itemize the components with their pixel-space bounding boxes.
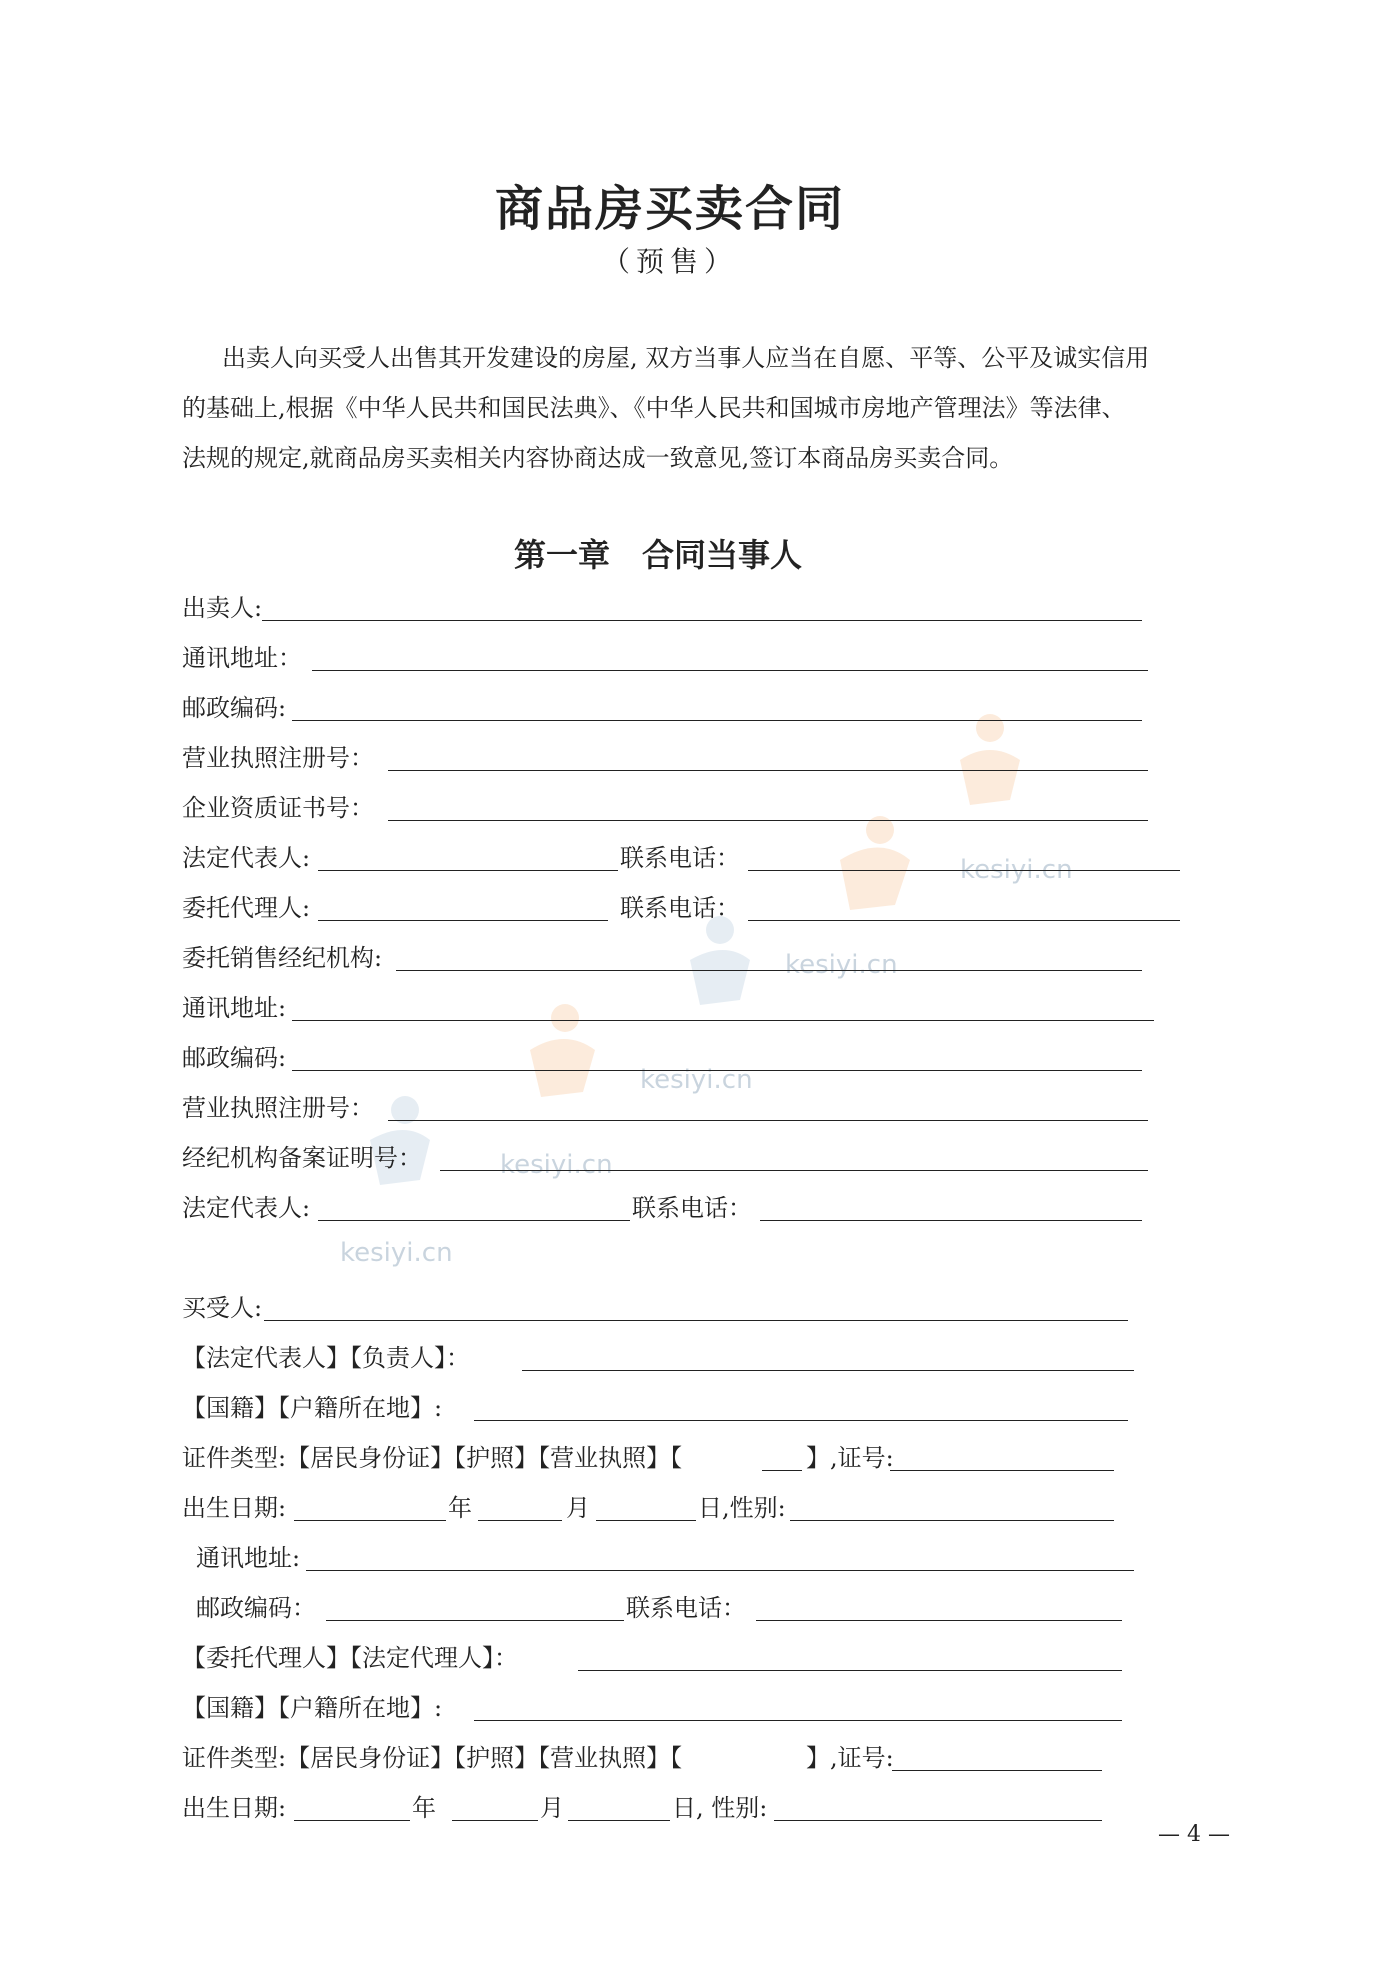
seller-agent-field[interactable] <box>318 920 608 921</box>
buyer-label: 买受人: <box>182 1294 263 1322</box>
preamble-line-2: 的基础上,根据《中华人民共和国民法典》、《中华人民共和国城市房地产管理法》等法律、 <box>182 394 1126 422</box>
seller-legal-rep-label: 法定代表人: <box>182 844 311 872</box>
buyer-phone-label: 联系电话： <box>626 1594 746 1622</box>
agency-field[interactable] <box>396 970 1142 971</box>
seller-agent-phone-label: 联系电话： <box>620 894 740 922</box>
seller-legal-rep-field[interactable] <box>318 870 618 871</box>
buyer-agent-nationality-label: 【国籍】【户籍所在地】: <box>182 1694 443 1722</box>
buyer-birth-year-field[interactable] <box>294 1520 446 1521</box>
agency-postcode-field[interactable] <box>292 1070 1142 1071</box>
agency-license-label: 营业执照注册号： <box>182 1094 374 1122</box>
buyer-rep-field[interactable] <box>522 1370 1134 1371</box>
watermark-text-5: kesiyi.cn <box>340 1238 453 1268</box>
buyer-address-field[interactable] <box>306 1570 1134 1571</box>
watermark-text-3: kesiyi.cn <box>640 1065 753 1095</box>
buyer-agent-year-label: 年 <box>412 1794 436 1822</box>
seller-agent-label: 委托代理人: <box>182 894 311 922</box>
buyer-agent-label: 【委托代理人】【法定代理人】： <box>182 1644 518 1672</box>
watermark-text-1: kesiyi.cn <box>960 855 1073 885</box>
seller-license-label: 营业执照注册号： <box>182 744 374 772</box>
buyer-nationality-label: 【国籍】【户籍所在地】: <box>182 1394 443 1422</box>
buyer-year-label: 年 <box>448 1494 472 1522</box>
buyer-phone-field[interactable] <box>756 1620 1122 1621</box>
buyer-postcode-label: 邮政编码： <box>196 1594 316 1622</box>
seller-postcode-field[interactable] <box>292 720 1142 721</box>
agency-legal-rep-label: 法定代表人: <box>182 1194 311 1222</box>
seller-qualification-field[interactable] <box>388 820 1148 821</box>
document-title: 商品房买卖合同 <box>494 181 845 237</box>
page-number: — 4 — <box>1158 1822 1230 1847</box>
buyer-id-type-label: 证件类型:【居民身份证】【护照】【营业执照】【 <box>182 1444 683 1472</box>
buyer-id-number-field[interactable] <box>890 1470 1114 1471</box>
buyer-address-label: 通讯地址: <box>196 1544 301 1572</box>
agency-label: 委托销售经纪机构: <box>182 944 383 972</box>
buyer-agent-birth-label: 出生日期: <box>182 1794 287 1822</box>
buyer-agent-id-number-label: 】,证号: <box>806 1744 894 1772</box>
buyer-birth-day-field[interactable] <box>596 1520 696 1521</box>
buyer-agent-month-label: 月 <box>540 1794 564 1822</box>
buyer-gender-field[interactable] <box>790 1520 1114 1521</box>
buyer-id-number-label: 】,证号: <box>806 1444 894 1472</box>
buyer-agent-gender-field[interactable] <box>774 1820 1102 1821</box>
document-subtitle: （预售） <box>601 245 738 278</box>
agency-license-field[interactable] <box>388 1120 1148 1121</box>
buyer-month-label: 月 <box>566 1494 590 1522</box>
agency-address-label: 通讯地址: <box>182 994 287 1022</box>
buyer-rep-label: 【法定代表人】【负责人】： <box>182 1344 470 1372</box>
seller-phone-label: 联系电话： <box>620 844 740 872</box>
buyer-agent-id-type-label: 证件类型:【居民身份证】【护照】【营业执照】【 <box>182 1744 683 1772</box>
agency-phone-label: 联系电话： <box>632 1194 752 1222</box>
buyer-agent-day-gender-label: 日, 性别: <box>672 1794 768 1822</box>
buyer-agent-nationality-field[interactable] <box>474 1720 1122 1721</box>
agency-record-label: 经纪机构备案证明号： <box>182 1144 422 1172</box>
watermark-text-4: kesiyi.cn <box>500 1150 613 1180</box>
buyer-agent-birth-month-field[interactable] <box>452 1820 538 1821</box>
buyer-day-gender-label: 日,性别: <box>698 1494 786 1522</box>
preamble-line-3: 法规的规定,就商品房买卖相关内容协商达成一致意见,签订本商品房买卖合同。 <box>182 444 1014 472</box>
buyer-nationality-field[interactable] <box>474 1420 1128 1421</box>
seller-license-field[interactable] <box>388 770 1148 771</box>
chapter-title: 第一章 合同当事人 <box>513 536 802 574</box>
agency-postcode-label: 邮政编码: <box>182 1044 287 1072</box>
seller-address-field[interactable] <box>312 670 1148 671</box>
watermark-text-2: kesiyi.cn <box>785 950 898 980</box>
agency-legal-rep-field[interactable] <box>318 1220 630 1221</box>
watermark-figure-icon <box>370 714 1020 1185</box>
buyer-postcode-field[interactable] <box>326 1620 624 1621</box>
buyer-agent-birth-day-field[interactable] <box>568 1820 670 1821</box>
buyer-agent-birth-year-field[interactable] <box>294 1820 410 1821</box>
seller-agent-phone-field[interactable] <box>748 920 1180 921</box>
seller-address-label: 通讯地址： <box>182 644 302 672</box>
seller-phone-field[interactable] <box>748 870 1180 871</box>
preamble-line-1: 出卖人向买受人出售其开发建设的房屋, 双方当事人应当在自愿、平等、公平及诚实信用 <box>222 344 1150 372</box>
seller-qualification-label: 企业资质证书号： <box>182 794 374 822</box>
buyer-agent-id-number-field[interactable] <box>892 1770 1102 1771</box>
agency-phone-field[interactable] <box>760 1220 1142 1221</box>
seller-field[interactable] <box>262 620 1142 621</box>
buyer-agent-field[interactable] <box>578 1670 1122 1671</box>
seller-postcode-label: 邮政编码: <box>182 694 287 722</box>
buyer-field[interactable] <box>264 1320 1128 1321</box>
seller-label: 出卖人: <box>182 594 263 622</box>
buyer-birth-label: 出生日期: <box>182 1494 287 1522</box>
agency-address-field[interactable] <box>292 1020 1154 1021</box>
buyer-birth-month-field[interactable] <box>478 1520 562 1521</box>
buyer-id-other-field[interactable] <box>762 1470 802 1471</box>
agency-record-field[interactable] <box>440 1170 1148 1171</box>
